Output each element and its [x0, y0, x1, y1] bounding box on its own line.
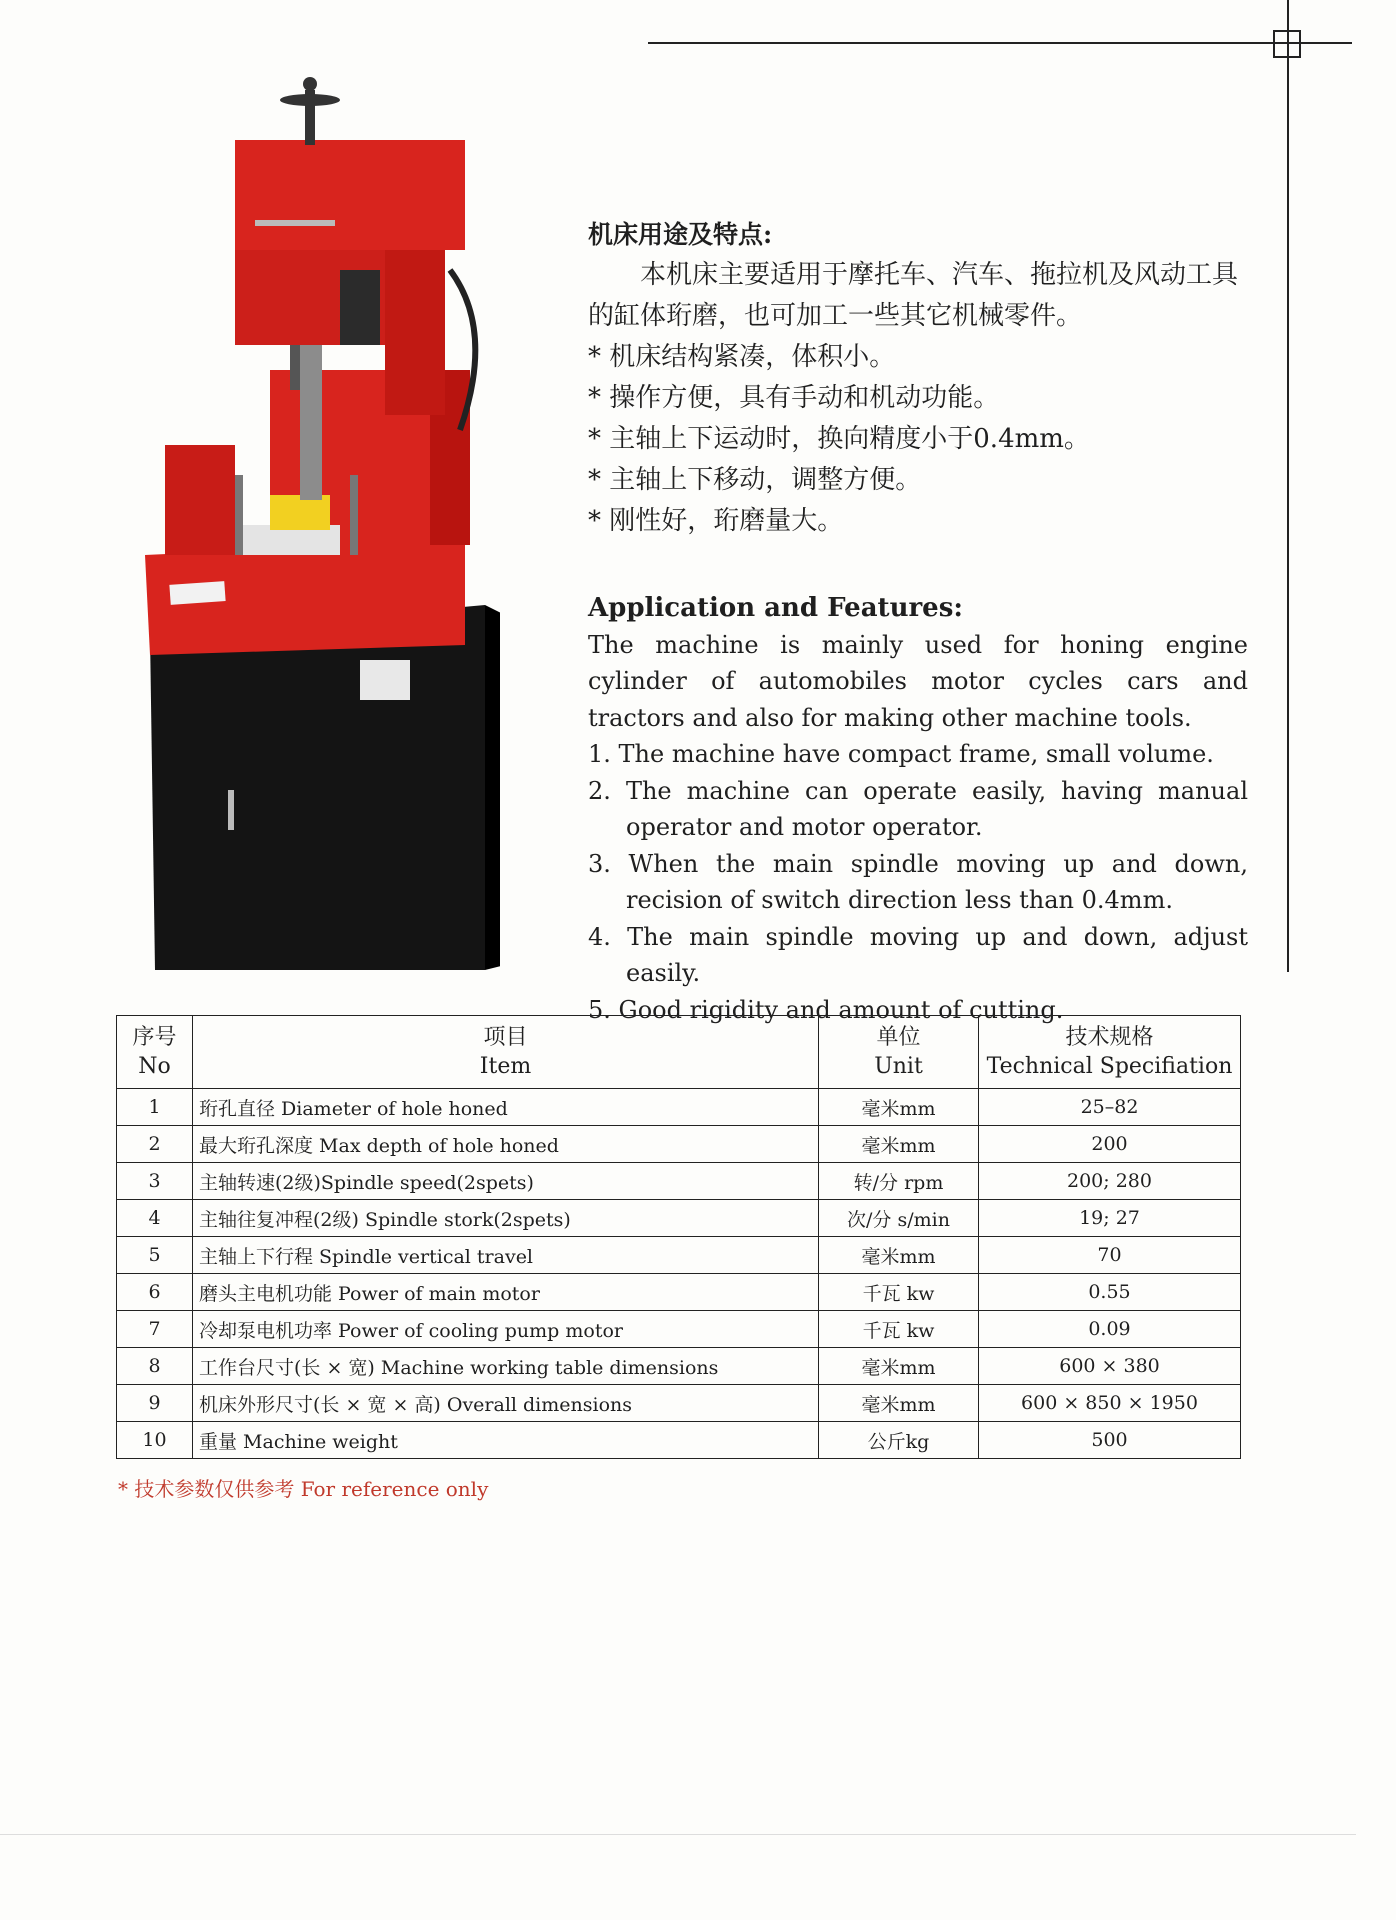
cell-spec: 0.09	[979, 1311, 1241, 1348]
header-item: 项目 Item	[193, 1016, 819, 1089]
features-intro-en: The machine is mainly used for honing engine cylinder of automobiles motor cycles cars and tractors and also for making other machine tools.	[588, 630, 1248, 732]
features-chinese	[588, 214, 1248, 542]
feature-item-en: 1. The machine have compact frame, small volume.	[588, 740, 1214, 768]
cell-no: 8	[117, 1348, 193, 1385]
spec-table-header	[117, 1016, 1241, 1089]
cell-item: 磨头主电机功能 Power of main motor	[193, 1274, 819, 1311]
cell-item: 机床外形尺寸(长 × 宽 × 高) Overall dimensions	[193, 1385, 819, 1422]
cell-unit: 毫米mm	[819, 1237, 979, 1274]
cell-item: 冷却泵电机功率 Power of cooling pump motor	[193, 1311, 819, 1348]
cell-unit: 公斤kg	[819, 1422, 979, 1459]
table-row	[117, 1237, 1241, 1274]
cell-spec: 70	[979, 1237, 1241, 1274]
table-row	[117, 1126, 1241, 1163]
table-row	[117, 1200, 1241, 1237]
table-row	[117, 1385, 1241, 1422]
cell-item: 珩孔直径 Diameter of hole honed	[193, 1089, 819, 1126]
feature-bullet-zh: * 主轴上下运动时，换向精度小于0.4mm。	[588, 424, 1090, 454]
cell-no: 3	[117, 1163, 193, 1200]
crop-line-right	[1287, 0, 1289, 972]
cell-unit: 毫米mm	[819, 1385, 979, 1422]
cell-unit: 千瓦 kw	[819, 1274, 979, 1311]
cell-spec: 0.55	[979, 1274, 1241, 1311]
header-spec: 技术规格 Technical Specifiation	[979, 1016, 1241, 1089]
cell-no: 9	[117, 1385, 193, 1422]
cell-spec: 600 × 850 × 1950	[979, 1385, 1241, 1422]
feature-bullet-zh: * 机床结构紧凑，体积小。	[588, 342, 896, 372]
cell-unit: 转/分 rpm	[819, 1163, 979, 1200]
table-row	[117, 1422, 1241, 1459]
cell-no: 6	[117, 1274, 193, 1311]
cell-no: 1	[117, 1089, 193, 1126]
registration-mark	[1273, 30, 1301, 58]
cell-no: 2	[117, 1126, 193, 1163]
feature-item-en: 5. Good rigidity and amount of cutting.	[588, 995, 1064, 1024]
cell-spec: 19; 27	[979, 1200, 1241, 1237]
cell-spec: 200	[979, 1126, 1241, 1163]
feature-bullet-zh: * 主轴上下移动，调整方便。	[588, 465, 922, 495]
header-no: 序号 No	[117, 1016, 193, 1089]
cell-item: 工作台尺寸(长 × 宽) Machine working table dimensions	[193, 1348, 819, 1385]
table-row	[117, 1274, 1241, 1311]
table-row	[117, 1089, 1241, 1126]
cell-spec: 600 × 380	[979, 1348, 1241, 1385]
cell-item: 重量 Machine weight	[193, 1422, 819, 1459]
feature-item-en: 2. The machine can operate easily, having manual operator and motor operator.	[588, 776, 1248, 841]
cell-unit: 毫米mm	[819, 1089, 979, 1126]
cell-item: 主轴转速(2级)Spindle speed(2spets)	[193, 1163, 819, 1200]
table-row	[117, 1311, 1241, 1348]
cell-no: 4	[117, 1200, 193, 1237]
cell-item: 主轴上下行程 Spindle vertical travel	[193, 1237, 819, 1274]
cell-no: 10	[117, 1422, 193, 1459]
feature-bullet-zh: * 操作方便，具有手动和机动功能。	[588, 383, 1000, 413]
features-heading-en: Application and Features:	[588, 593, 963, 623]
crop-line-top	[648, 42, 1352, 44]
cell-no: 5	[117, 1237, 193, 1274]
cell-unit: 毫米mm	[819, 1126, 979, 1163]
cell-unit: 次/分 s/min	[819, 1200, 979, 1237]
cell-unit: 千瓦 kw	[819, 1311, 979, 1348]
cell-item: 主轴往复冲程(2级) Spindle stork(2spets)	[193, 1200, 819, 1237]
features-english	[588, 590, 1248, 1028]
cell-no: 7	[117, 1311, 193, 1348]
features-intro-zh: 本机床主要适用于摩托车、汽车、拖拉机及风动工具的缸体珩磨，也可加工一些其它机械零件。	[588, 260, 1239, 331]
reference-note: * 技术参数仅供参考 For reference only	[118, 1477, 489, 1501]
cell-unit: 毫米mm	[819, 1348, 979, 1385]
feature-item-en: 3. When the main spindle moving up and down, recision of switch direction less than 0.4mm.	[588, 849, 1248, 914]
crop-line-bottom	[0, 1834, 1356, 1835]
header-unit: 单位 Unit	[819, 1016, 979, 1089]
cell-item: 最大珩孔深度 Max depth of hole honed	[193, 1126, 819, 1163]
feature-item-en: 4. The main spindle moving up and down, adjust easily.	[588, 922, 1248, 987]
table-row	[117, 1348, 1241, 1385]
table-row	[117, 1163, 1241, 1200]
spec-table	[116, 1015, 1241, 1459]
cell-spec: 25–82	[979, 1089, 1241, 1126]
cell-spec: 500	[979, 1422, 1241, 1459]
cell-spec: 200; 280	[979, 1163, 1241, 1200]
features-heading-zh: 机床用途及特点:	[588, 220, 773, 249]
honing-machine-image	[140, 70, 500, 970]
feature-bullet-zh: * 刚性好，珩磨量大。	[588, 506, 844, 536]
